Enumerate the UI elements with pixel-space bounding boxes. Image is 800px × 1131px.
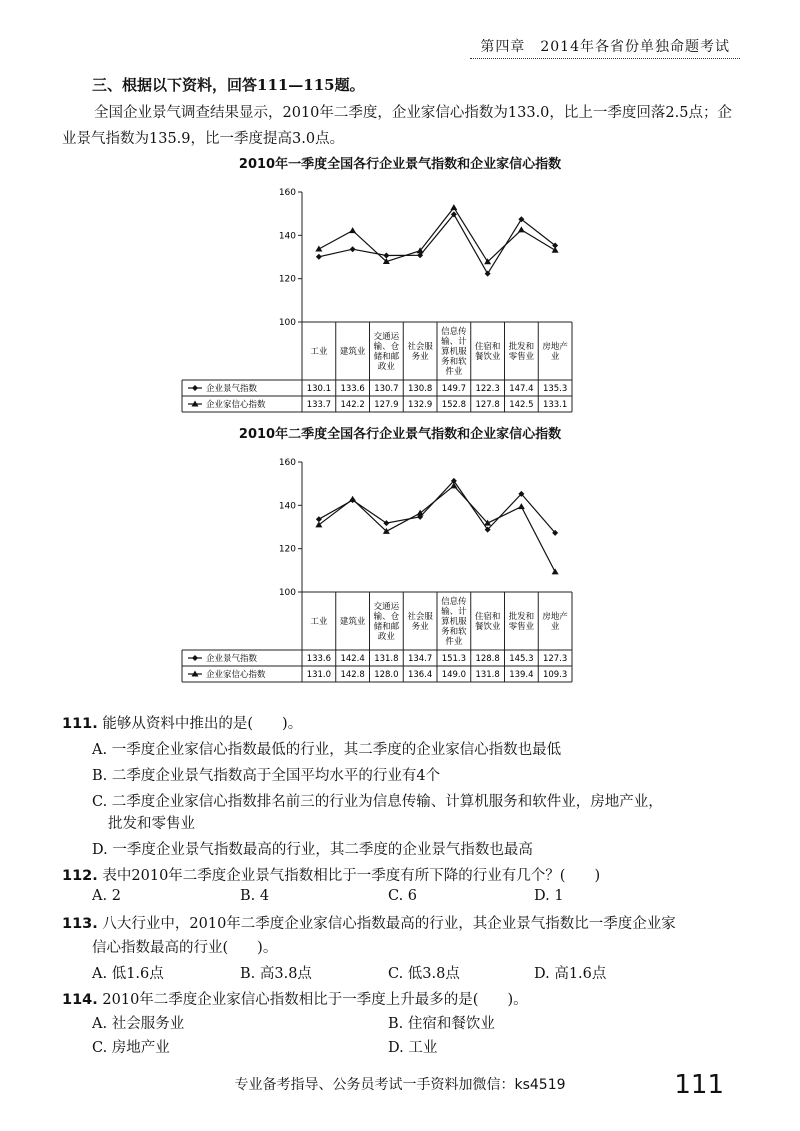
category-label-line: 储和邮 — [373, 352, 400, 362]
data-value-label: 128.0 — [374, 670, 399, 680]
data-value-label: 133.6 — [340, 384, 365, 394]
category-label — [310, 616, 328, 627]
category-label-line: 件业 — [445, 367, 463, 377]
question-number: 113. — [62, 916, 98, 932]
section-title: 三、根据以下资料，回答111—115题。 — [92, 76, 365, 94]
category-label — [407, 611, 433, 632]
data-point-diamond — [350, 246, 356, 252]
data-value-label: 130.7 — [374, 384, 399, 394]
category-label-line: 输、仓 — [373, 612, 400, 622]
data-value-label: 130.8 — [407, 384, 433, 394]
category-label-line: 业 — [550, 622, 560, 632]
data-value-label: 142.5 — [509, 400, 534, 410]
y-tick-label: 120 — [278, 274, 296, 285]
question-112 — [62, 864, 600, 885]
option-c: C. 二季度企业家信心指数排名前三的行业为信息传输、计算机服务和软件业，房地产业， — [92, 794, 663, 810]
category-label-line: 算机服 — [441, 617, 467, 627]
question-111 — [62, 712, 302, 733]
data-value-label: 142.8 — [340, 670, 365, 680]
series-line — [319, 214, 555, 273]
chart-q1 — [0, 176, 800, 436]
category-label-line: 交通运 — [373, 602, 400, 612]
data-value-label: 130.1 — [306, 384, 332, 394]
category-label-line: 输、计 — [441, 607, 467, 617]
category-label-line: 政业 — [377, 632, 395, 642]
data-point-diamond — [316, 254, 322, 260]
category-label — [475, 611, 501, 632]
legend-label: 企业景气指数 — [206, 654, 258, 664]
category-label-line: 社会服 — [407, 612, 433, 622]
y-tick-label: 140 — [278, 501, 296, 512]
option-d: D. 1 — [534, 888, 564, 904]
category-label-line: 信息传 — [441, 597, 467, 607]
data-value-label: 109.3 — [542, 670, 568, 680]
data-value-label: 128.8 — [475, 654, 500, 664]
category-label — [509, 611, 535, 632]
legend-marker-diamond — [192, 655, 198, 661]
category-label-line: 社会服 — [407, 342, 433, 352]
category-label-line: 零售业 — [508, 622, 535, 632]
category-label-line: 餐饮业 — [474, 352, 501, 362]
category-label — [374, 331, 400, 372]
question-113 — [62, 912, 676, 933]
category-label-line: 算机服 — [441, 347, 467, 357]
question-number: 111. — [62, 716, 98, 732]
page-number: 111 — [674, 1070, 724, 1100]
data-value-label: 142.2 — [340, 400, 365, 410]
data-point-triangle — [552, 568, 559, 574]
question-stem: 2010年二季度企业家信心指数相比于一季度上升最多的是( )。 — [102, 992, 528, 1008]
category-label-line: 政业 — [377, 362, 395, 372]
legend-label: 企业家信心指数 — [206, 670, 266, 680]
data-value-label: 133.6 — [306, 654, 332, 664]
option-a: A. 低1.6点 — [92, 966, 164, 982]
data-value-label: 135.3 — [542, 384, 568, 394]
category-label — [542, 611, 568, 632]
y-tick-label: 100 — [278, 588, 296, 598]
data-value-label: 127.9 — [374, 400, 399, 410]
option-a: A. 一季度企业家信心指数最低的行业，其二季度的企业家信心指数也最低 — [92, 742, 562, 758]
data-value-label: 127.8 — [475, 400, 500, 410]
y-tick-label: 160 — [278, 188, 296, 198]
category-label — [475, 341, 501, 362]
data-value-label: 122.3 — [475, 384, 500, 394]
data-point-diamond — [316, 516, 322, 522]
data-value-label: 142.4 — [340, 654, 365, 664]
data-value-label: 136.4 — [407, 670, 433, 680]
data-point-triangle — [518, 226, 525, 232]
option-b: B. 二季度企业景气指数高于全国平均水平的行业有4个 — [92, 768, 441, 784]
question-stem: 八大行业中，2010年二季度企业家信心指数最高的行业，其企业景气指数比一季度企业家 — [102, 916, 676, 932]
category-label-line: 务业 — [411, 352, 429, 362]
category-label-line: 房地产 — [542, 612, 568, 622]
legend-marker-diamond — [192, 385, 198, 391]
question-stem: 能够从资料中推出的是( )。 — [102, 716, 303, 732]
category-label-line: 交通运 — [373, 332, 400, 342]
y-tick-label: 160 — [278, 458, 296, 468]
data-value-label: 131.8 — [475, 670, 500, 680]
category-label-line: 务和软 — [441, 627, 467, 637]
data-point-diamond — [485, 271, 491, 277]
option-b: B. 住宿和餐饮业 — [388, 1016, 495, 1032]
category-label-line: 批发和 — [508, 612, 535, 622]
intro-paragraph: 全国企业景气调查结果显示，2010年二季度，企业家信心指数为133.0，比上一季度回落2.5点；企业景气指数为135.9，比一季度提高3.0点。 — [62, 105, 732, 147]
category-label — [441, 596, 467, 647]
data-value-label: 133.1 — [542, 400, 568, 410]
option-a: A. 2 — [92, 888, 121, 904]
question-stem-cont: 信心指数最高的行业( )。 — [92, 940, 278, 956]
category-label-line: 批发和 — [508, 342, 535, 352]
question-number: 114. — [62, 992, 98, 1008]
y-tick-label: 140 — [278, 231, 296, 242]
data-value-label: 145.3 — [509, 654, 534, 664]
category-label — [509, 341, 535, 362]
data-value-label: 127.3 — [542, 654, 568, 664]
category-label-line: 务和软 — [441, 357, 467, 367]
data-value-label: 149.0 — [441, 670, 467, 680]
option-d: D. 一季度企业景气指数最高的行业，其二季度的企业景气指数也最高 — [92, 842, 533, 858]
category-label-line: 建筑业 — [339, 617, 366, 627]
category-label — [340, 346, 366, 357]
y-tick-label: 120 — [278, 544, 296, 555]
category-label-line: 业 — [550, 352, 560, 362]
question-stem: 表中2010年二季度企业景气指数相比于一季度有所下降的行业有几个？( ) — [102, 868, 601, 884]
category-label-line: 餐饮业 — [474, 622, 501, 632]
category-label-line: 住宿和 — [474, 342, 501, 352]
category-label-line: 输、计 — [441, 337, 467, 347]
option-b: B. 高3.8点 — [240, 966, 312, 982]
question-114 — [62, 988, 528, 1009]
option-c: C. 6 — [388, 888, 418, 904]
category-label-line: 房地产 — [542, 342, 568, 352]
data-value-label: 133.7 — [306, 400, 332, 410]
category-label — [441, 326, 467, 377]
legend-label: 企业家信心指数 — [206, 400, 266, 410]
data-point-triangle — [349, 227, 356, 233]
category-label-line: 储和邮 — [373, 622, 400, 632]
option-c: C. 低3.8点 — [388, 966, 460, 982]
option-c-cont: 批发和零售业 — [108, 816, 195, 832]
option-c: C. 房地产业 — [92, 1040, 170, 1056]
category-label — [542, 341, 568, 362]
data-value-label: 152.8 — [441, 400, 467, 410]
running-header: 第四章 2014年各省份单独命题考试 — [480, 39, 730, 55]
y-tick-label: 100 — [278, 318, 296, 328]
category-label-line: 工业 — [310, 617, 328, 627]
category-label-line: 输、仓 — [373, 342, 400, 352]
data-point-triangle — [518, 503, 525, 509]
chart-q2 — [0, 446, 800, 706]
data-value-label: 149.7 — [441, 384, 467, 394]
chart2-title: 2010年二季度全国各行企业景气指数和企业家信心指数 — [238, 427, 562, 442]
data-value-label: 131.8 — [374, 654, 399, 664]
data-point-diamond — [383, 252, 389, 258]
option-a: A. 社会服务业 — [92, 1016, 185, 1032]
legend-label: 企业景气指数 — [206, 384, 258, 394]
category-label — [374, 601, 400, 642]
category-label — [310, 346, 328, 357]
data-value-label: 131.0 — [306, 670, 332, 680]
data-value-label: 151.3 — [441, 654, 467, 664]
data-value-label: 147.4 — [509, 384, 534, 394]
data-point-triangle — [450, 204, 457, 210]
category-label-line: 务业 — [411, 622, 429, 632]
category-label — [340, 616, 366, 627]
category-label-line: 信息传 — [441, 327, 467, 337]
data-point-triangle — [349, 496, 356, 502]
data-point-triangle — [552, 247, 559, 253]
data-point-triangle — [315, 245, 322, 251]
question-number: 112. — [62, 868, 98, 884]
data-value-label: 134.7 — [407, 654, 433, 664]
category-label-line: 工业 — [310, 347, 328, 357]
chart1-title: 2010年一季度全国各行企业景气指数和企业家信心指数 — [238, 157, 562, 172]
data-value-label: 132.9 — [407, 400, 433, 410]
header-rule — [470, 58, 740, 59]
category-label-line: 件业 — [445, 637, 463, 647]
option-b: B. 4 — [240, 888, 270, 904]
category-label-line: 零售业 — [508, 352, 535, 362]
footer-note: 专业备考指导、公务员考试一手资料加微信：ks4519 — [234, 1077, 566, 1093]
data-value-label: 139.4 — [509, 670, 534, 680]
category-label — [407, 341, 433, 362]
category-label-line: 建筑业 — [339, 347, 366, 357]
category-label-line: 住宿和 — [474, 612, 501, 622]
option-d: D. 高1.6点 — [534, 966, 607, 982]
option-d: D. 工业 — [388, 1040, 438, 1056]
